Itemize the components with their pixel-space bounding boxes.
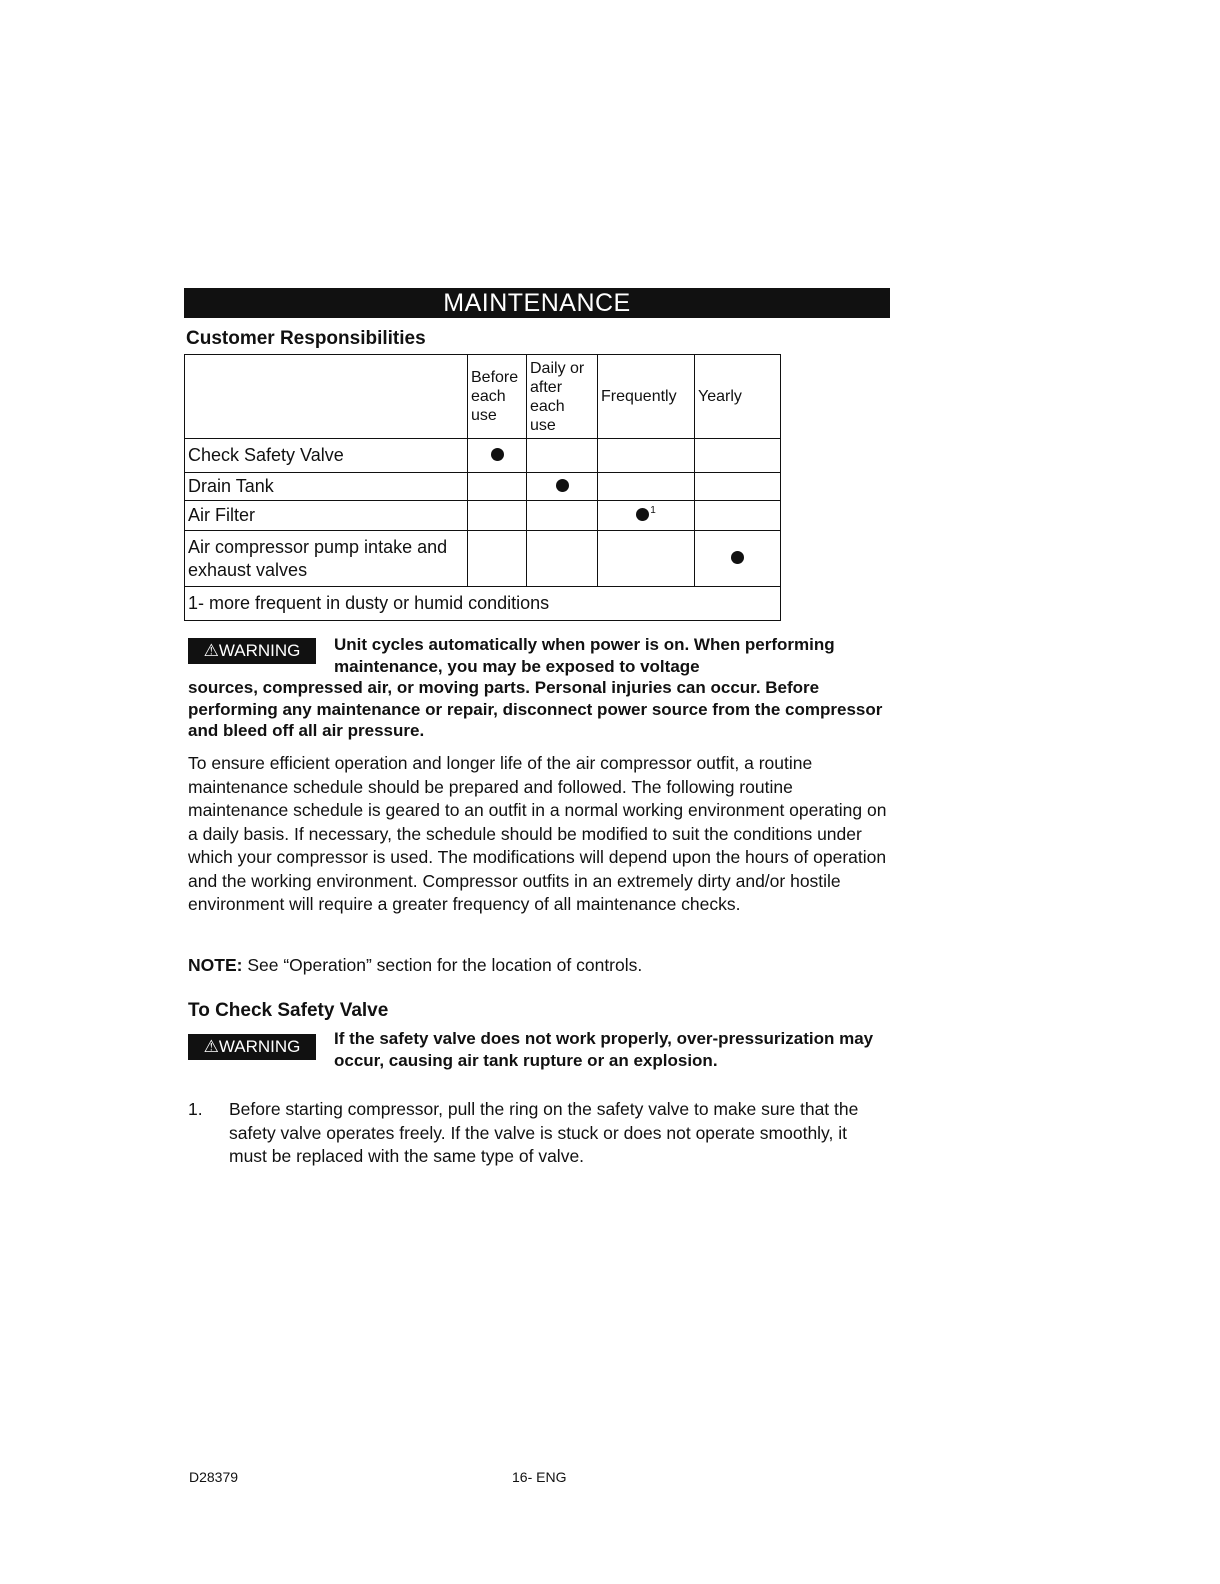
warning-badge: ⚠WARNING: [188, 1034, 316, 1060]
header-cell: Frequently: [598, 355, 695, 439]
step-text: Before starting compressor, pull the ring on the safety valve to make sure that the safety valve operates freely. If the valve is stuck or does not operate smoothly, it must be replaced with the same type of valve.: [229, 1099, 859, 1166]
header-cell: Before each use: [468, 355, 527, 439]
header-cell: Yearly: [695, 355, 781, 439]
mark-cell: [695, 501, 781, 531]
mark-cell: [598, 473, 695, 501]
note-label: NOTE:: [188, 955, 243, 975]
mark-cell: [468, 501, 527, 531]
mark-cell: [598, 531, 695, 587]
task-cell: Air Filter: [185, 501, 468, 531]
mark-cell: [598, 439, 695, 473]
task-cell: Check Safety Valve: [185, 439, 468, 473]
table-row: [185, 473, 781, 501]
subheading-check-safety-valve: To Check Safety Valve: [188, 1000, 389, 1021]
warning-badge: ⚠WARNING: [188, 638, 316, 664]
table-header-row: [185, 355, 781, 439]
table-row: [185, 439, 781, 473]
note-text: See “Operation” section for the location of controls.: [242, 955, 643, 975]
bullet-mark-icon: [636, 508, 649, 521]
header-cell: Daily or after each use: [527, 355, 598, 439]
mark-cell: [527, 501, 598, 531]
warning-text: If the safety valve does not work properly, over-pressurization may occur, causing air tank rupture or an explosion.: [334, 1029, 874, 1070]
step-number: 1.: [188, 1099, 203, 1119]
header-cell: [185, 355, 468, 439]
subheading-customer-responsibilities: Customer Responsibilities: [186, 328, 426, 349]
task-cell: Air compressor pump intake and exhaust valves: [185, 531, 468, 587]
mark-cell: [468, 531, 527, 587]
maintenance-schedule-table: [184, 354, 781, 621]
mark-cell: [527, 473, 598, 501]
table-row: [185, 531, 781, 587]
footnote-mark: 1: [650, 505, 656, 516]
note: [188, 954, 888, 978]
table-footnote-row: [185, 587, 781, 621]
mark-cell: [598, 501, 695, 531]
footer-doc-id: D28379: [189, 1469, 239, 1485]
warning-text-continued: sources, compressed air, or moving parts. Personal injuries can occur. Before performing any maintenance or repair, disconnect power source from the compressor and bleed off all air pressure.: [188, 678, 883, 740]
table-footnote: 1- more frequent in dusty or humid conditions: [185, 587, 781, 621]
mark-cell: [695, 473, 781, 501]
mark-cell: [468, 439, 527, 473]
mark-cell: [527, 531, 598, 587]
warning-text-start: Unit cycles automatically when power is on. When performing maintenance, you may be exposed to voltage: [334, 635, 835, 676]
section-title-banner: MAINTENANCE: [184, 288, 890, 318]
bullet-mark-icon: [731, 551, 744, 564]
intro-paragraph: To ensure efficient operation and longer life of the air compressor outfit, a routine maintenance schedule should be prepared and followed. The following routine maintenance schedule is geared to an outfit in a normal working environment operating on a daily basis. If necessary, the schedule should be modified to suit the conditions under which your compressor is used. The modifications will depend upon the hours of operation and the working environment. Compressor outfits in an extremely dirty and/or hostile environment will require a greater frequency of all maintenance checks.: [188, 753, 887, 914]
bullet-mark-icon: [491, 448, 504, 461]
bullet-mark-icon: [556, 479, 569, 492]
mark-cell: [695, 531, 781, 587]
table-row: [185, 501, 781, 531]
footer-page-number: 16- ENG: [512, 1469, 567, 1485]
mark-cell: [527, 439, 598, 473]
mark-cell: [695, 439, 781, 473]
task-cell: Drain Tank: [185, 473, 468, 501]
mark-cell: [468, 473, 527, 501]
